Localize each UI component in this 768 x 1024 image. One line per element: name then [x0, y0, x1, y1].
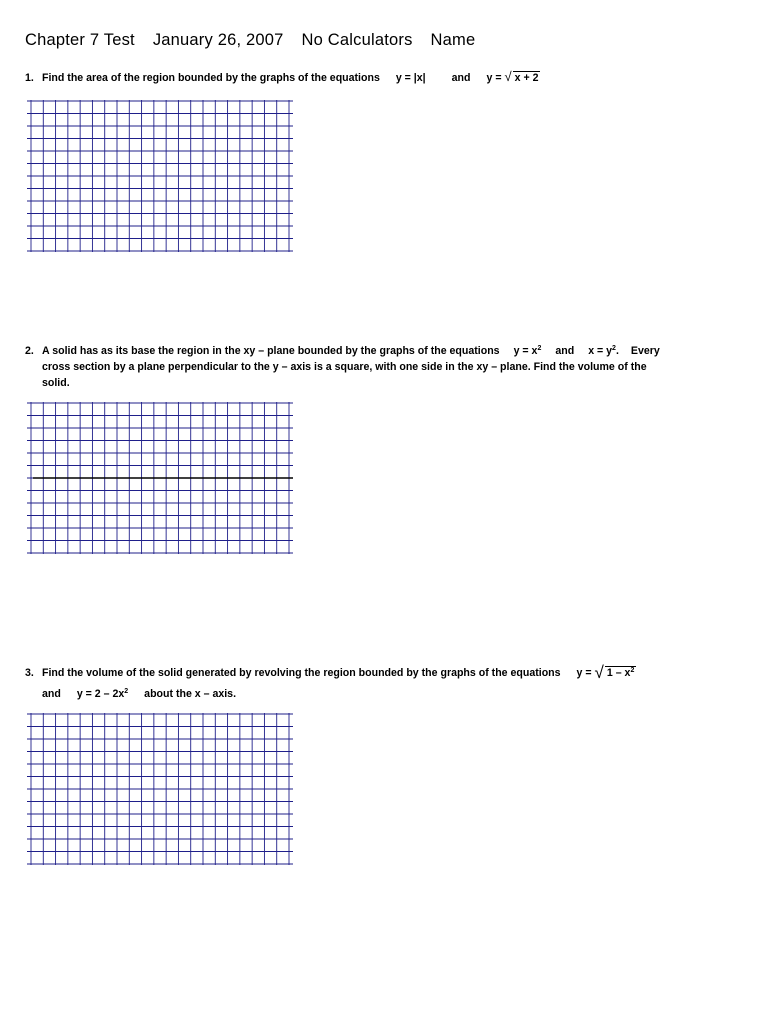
question-number: 2. — [25, 345, 34, 357]
question-text: Find the volume of the solid generated by revolving the region bounded by the graphs of the equations — [42, 667, 561, 679]
every-word: Every — [630, 345, 660, 357]
equation-1: y = √ $1 - x^2$ — [576, 663, 635, 682]
radicand: $1 - x^2$ — [606, 667, 635, 679]
graph-grid-2[interactable] — [27, 402, 293, 554]
question-1 — [25, 69, 540, 86]
test-header — [25, 31, 493, 50]
question-text-line-2: cross section by a plane perpendicular to the y – axis is a square, with one side in the xy – plane. Find the volume of the — [42, 361, 647, 373]
name-label: Name — [430, 31, 476, 49]
question-3 — [25, 663, 636, 702]
and-word: and — [555, 345, 575, 357]
question-number: 3. — [25, 667, 34, 679]
revolve-axis-text: about the x – axis. — [144, 688, 237, 700]
question-text: Find the area of the region bounded by the graphs of the equations — [42, 72, 380, 84]
equation-2: $y = 2 - 2x^2$ — [76, 688, 129, 700]
question-number: 1. — [25, 72, 34, 84]
radicand: x + 2 — [514, 72, 539, 84]
graph-grid-1[interactable] — [27, 100, 293, 252]
question-2 — [25, 341, 660, 391]
chapter-title: Chapter 7 Test — [25, 31, 135, 49]
calculator-note: No Calculators — [301, 31, 413, 49]
graph-grid-3[interactable] — [27, 713, 293, 865]
equation-1: y = |x| — [395, 72, 426, 84]
equation-2: $x = y^2$. — [588, 345, 619, 357]
question-text-line-3: solid. — [42, 377, 70, 389]
equation-1: $y = x^2$ — [513, 345, 542, 357]
equation-2: y = √ x + 2 — [486, 69, 539, 84]
and-word: and — [451, 72, 471, 84]
question-text: A solid has as its base the region in the xy – plane bounded by the graphs of the equations — [42, 345, 500, 357]
radical-sign: √ — [594, 663, 604, 682]
test-date: January 26, 2007 — [152, 31, 284, 49]
radical-sign: √ — [504, 69, 512, 84]
and-word: and — [42, 688, 61, 700]
